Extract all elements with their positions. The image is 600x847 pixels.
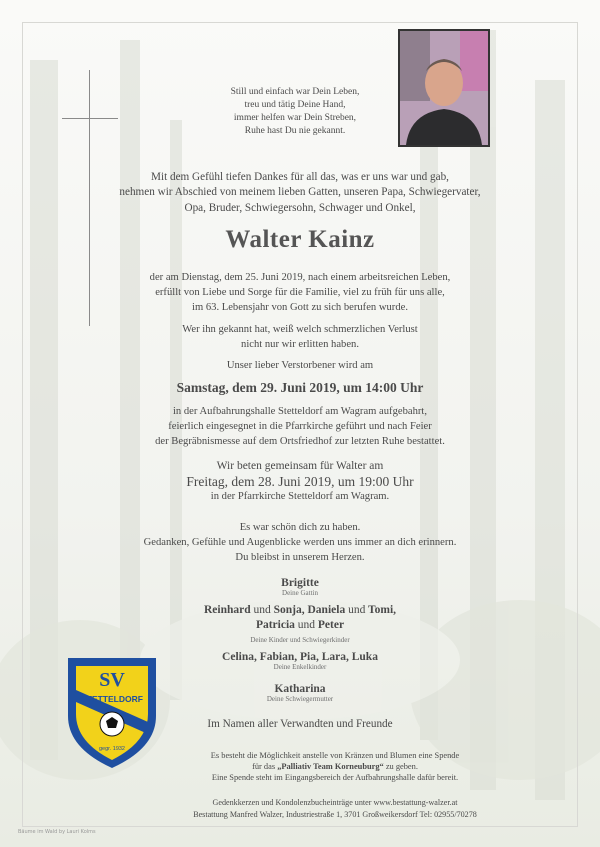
passing-line: der am Dienstag, dem 25. Juni 2019, nach einem arbeitsreichen Leben, xyxy=(149,272,451,283)
prayer-line: Wir beten gemeinsam für Walter am xyxy=(216,460,384,472)
mourner-connector: und xyxy=(348,604,366,616)
intro-line: Opa, Bruder, Schwiegersohn, Schwager und Onkel, xyxy=(184,201,416,214)
loss-line: Wer ihn gekannt hat, weiß welch schmerzlichen Verlust xyxy=(182,324,418,335)
mourner-children xyxy=(90,603,510,648)
passing-line: erfüllt von Liebe und Sorge für die Familie, viel zu früh für uns alle, xyxy=(155,287,445,298)
donation-line: Es besteht die Möglichkeit anstelle von Kränzen und Blumen eine Spende xyxy=(210,751,460,760)
farewell-text xyxy=(90,520,510,565)
loss-line: nicht nur wir erlitten haben. xyxy=(241,339,359,350)
undertaker-info xyxy=(160,797,510,821)
undertaker-line: Gedenkkerzen und Kondolenzbucheinträge unter www.bestattung-walzer.at xyxy=(212,798,458,807)
mourner-name: Katharina xyxy=(274,683,326,695)
on-behalf-text: Im Namen aller Verwandten und Freunde xyxy=(207,718,393,730)
donation-line: Eine Spende steht im Eingangsbereich der Aufbahrungshalle dafür bereit. xyxy=(211,773,459,783)
passing-text xyxy=(90,270,510,315)
poem xyxy=(150,86,440,138)
mourner-role: Deine Gattin xyxy=(282,589,318,597)
mourner-name: Tomi xyxy=(368,604,394,616)
funeral-intro: Unser lieber Verstorbener wird am xyxy=(226,360,374,371)
farewell-line: Es war schön dich zu haben. xyxy=(239,522,361,533)
mourner-wife xyxy=(90,577,510,597)
funeral-details-line: der Begräbnismesse auf dem Ortsfriedhof zur letzten Ruhe bestattet. xyxy=(155,436,445,447)
passing-line: im 63. Lebensjahr von Gott zu sich berufen wurde. xyxy=(192,302,408,313)
intro-line: Mit dem Gefühl tiefen Dankes für all das, was er uns war und gab, xyxy=(151,171,449,183)
logo-founded: gegr. 1932 xyxy=(99,746,125,752)
logo-abbr: SV xyxy=(99,669,125,691)
farewell-line: Gedanken, Gefühle und Augenblicke werden uns immer an dich erinnern. xyxy=(143,537,457,548)
cross-icon-bar xyxy=(62,118,118,119)
prayer-date: Freitag, dem 28. Juni 2019, um 19:00 Uhr xyxy=(186,474,414,489)
mourner-role: Deine Enkelkinder xyxy=(273,663,327,671)
funeral-date: Samstag, dem 29. Juni 2019, um 14:00 Uhr xyxy=(176,380,424,395)
mourner-name: Peter xyxy=(317,619,345,631)
mourner-role: Deine Schwiegermutter xyxy=(266,695,334,703)
mourner-names-line: Reinhard und Sonja, Daniela und Tomi, xyxy=(203,604,397,616)
intro-line: nehmen wir Abschied von meinem lieben Gatten, unseren Papa, Schwiegervater, xyxy=(119,186,481,199)
deceased-name: Walter Kainz xyxy=(225,226,375,253)
donation-line xyxy=(160,761,510,772)
photo-credit: Bäume im Wald by Lauri Kolms xyxy=(18,829,96,835)
funeral-details-line: feierlich eingesegnet in die Pfarrkirche geführt und nach Feier xyxy=(168,421,432,432)
mourner-name: Sonja xyxy=(273,604,302,616)
undertaker-line: Bestattung Manfred Walzer, Industriestraße 1, 3701 Großweikersdorf Tel: 02955/70278 xyxy=(193,810,477,819)
poem-line: treu und tätig Deine Hand, xyxy=(244,100,346,110)
mourner-connector: und xyxy=(297,619,316,631)
mourner-name: Reinhard xyxy=(203,604,251,616)
farewell-line: Du bleibst in unserem Herzen. xyxy=(235,552,365,563)
funeral-details xyxy=(90,404,510,449)
donation-text xyxy=(160,750,510,784)
poem-line: Ruhe hast Du nie gekannt. xyxy=(244,126,346,136)
mourner-names-line xyxy=(90,618,510,633)
mourner-connector: und xyxy=(253,604,271,616)
poem-line: Still und einfach war Dein Leben, xyxy=(230,87,360,97)
donation-text-part: für das xyxy=(252,762,278,772)
mourner-name: Brigitte xyxy=(281,577,319,589)
intro-text xyxy=(60,170,540,216)
mourner-name: Celina, Fabian, Pia, Lara, Luka xyxy=(222,651,378,663)
donation-organization: „Palliativ Team Korneuburg“ xyxy=(277,762,384,772)
loss-text xyxy=(90,322,510,352)
prayer-text xyxy=(90,459,510,504)
mourner-role: Deine Kinder und Schwiegerkinder xyxy=(250,636,350,644)
donation-text-part: zu geben. xyxy=(383,762,418,772)
logo-club-name: STETTELDORF xyxy=(81,694,143,704)
funeral-details-line: in der Aufbahrungshalle Stetteldorf am Wagram aufgebahrt, xyxy=(172,406,427,417)
club-logo xyxy=(64,656,160,770)
prayer-line: in der Pfarrkirche Stetteldorf am Wagram. xyxy=(210,491,390,502)
poem-line: immer helfen war Dein Streben, xyxy=(233,113,357,123)
mourner-name: Daniela xyxy=(307,604,346,616)
mourner-name: Patricia xyxy=(255,619,295,631)
